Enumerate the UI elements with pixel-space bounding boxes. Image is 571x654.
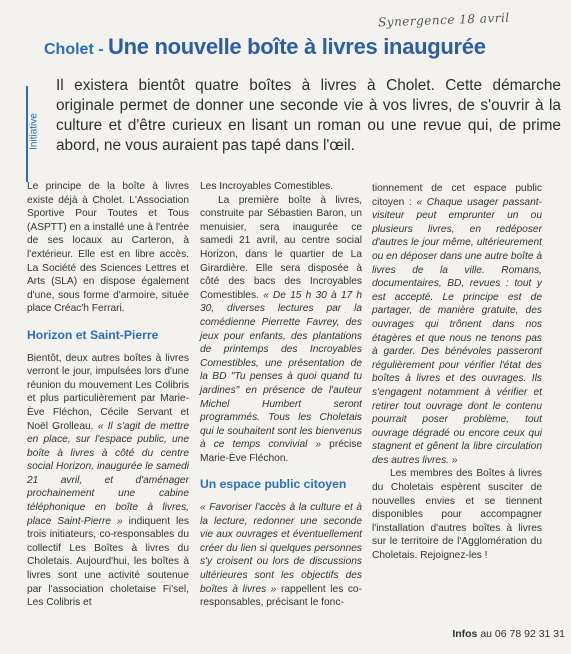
col3-p1-quote: « Chaque usager passant-visiteur peut emprunter un ou plusieurs livres, en redéposer d'autres le jour même, ultérieurement ou en déposer dans une autre boîte à livres de la ville. Romans, documentaires, BD, revues : tout y est accepté. Le principe est de partager, de manière gratuite, des ouvrages qui trônent dans nos étagères et que nous ne tenons pas à garder. Des bénévoles passeront régulièrement pour vérifier l'état des boîtes à livres et des ouvrages. Ils s'engagent notamment à vérifier et retirer tout ouvrage dont le contenu pourrait poser problème, tout ouvrage dégradé ou encore ceux qui stagnent et gênent la libre circulation des autres livres. » [372, 196, 542, 466]
col2-paragraph-3 [200, 501, 362, 610]
col1-p2-quote: « Il s'agit de mettre en place, sur l'espace public, une boîte à livres à côté du centre social Horizon, inaugurée le samedi 21 avril, et d'aménager prochainement une cabine téléphonique en boîte à livres, place Saint-Pierre » [27, 420, 189, 527]
handwritten-note: Synergence 18 avril [377, 10, 510, 30]
article-column-3 [372, 182, 542, 563]
col2-p3-text: rappellent les co-responsables, précisant le fonc- [200, 583, 362, 609]
subhead-espace-public: Un espace public citoyen [200, 477, 347, 492]
col2-p2-quote: « De 15 h 30 à 17 h 30, diverses lectures par la comédienne Pierrette Favrey, des jeux pour enfants, des plantations de printemps des Incroyables Comestibles, une présentation de la BD "Tu penses à quoi quand tu jardines" en présence de l'auteur Michel Humbert seront programmés. Tous les Choletais qui le souhaitent sont les bienvenus à ce temps convivial » [200, 289, 362, 451]
col2-paragraph-2 [200, 194, 362, 466]
article-column-1 [27, 180, 189, 610]
headline-location: Cholet [44, 41, 94, 58]
col1-p2-text-end: indiquent les trois initiateurs, co-responsables du collectif Les Boîtes à livres du Choletais. Aujourd'hui, les boîtes à livres sont une activité soutenue par l'association choletaise Fi'sel, Les Colibris et [27, 515, 189, 609]
subhead-horizon-saint-pierre: Horizon et Saint-Pierre [27, 327, 159, 342]
headline-dash: - [93, 41, 108, 58]
col3-paragraph-1 [372, 182, 542, 467]
col2-p2-text: La première boîte à livres, construite par Sébastien Baron, un menuisier, sera inaugurée ce samedi 21 avril, au centre social Horizon, dans le quartier de La Girardière. Elle sera disposée à côté des bacs des Incroyables Comestibles. [200, 194, 362, 301]
infos-phone: au 06 78 92 31 31 [477, 628, 565, 640]
col1-p2-text: Bientôt, deux autres boîtes à livres verront le jour, impulsées lors d'une réunion du mouvement Les Colibris et plus particulièrement par Marie-Ève Fléchon, Cécile Servant et Noël Grolleau. [27, 352, 189, 432]
col3-paragraph-2: Les membres des Boîtes à livres du Choletais espèrent susciter de nouvelles envies et se tiennent disponibles pour accompagner l'installation d'autres boîtes à livres sur le territoire de l'Agglomération du Choletais. Rejoignez-les ! [372, 468, 542, 562]
infos-label: Infos [452, 628, 478, 640]
contact-infos [440, 628, 565, 640]
headline [44, 34, 564, 60]
article-column-2 [200, 180, 362, 610]
col2-p3-quote: « Favoriser l'accès à la culture et à la lecture, redonner une seconde vie aux ouvrages et éventuellement créer du lien si quelques personnes s'y croisent ou lors de discussions ultérieures sont les objectifs des boîtes à livres » [200, 502, 362, 595]
col1-paragraph-2 [27, 352, 189, 610]
headline-title: Une nouvelle boîte à livres inaugurée [108, 34, 486, 59]
lead-paragraph: Il existera bientôt quatre boîtes à livres à Cholet. Cette démarche originale permet de donner une seconde vie à vos livres, de s'ouvrir à la culture et d'être curieux en lisant un roman ou une revue qui, de prime abord, ne vous auraient pas tapé dans l'œil. [56, 77, 561, 154]
col1-paragraph-1: Le principe de la boîte à livres existe déjà à Cholet. L'Association Sportive Pour Toutes et Tous (ASPTT) en a installé une à l'entrée de ses locaux au Carteron, à l'extérieur. Elle est en libre accès. La Société des Sciences Lettres et Arts (SLA) en dispose également d'une, sous forme d'armoire, située place Créac'h Ferrari. [27, 181, 189, 315]
col2-p2-text-end: précise Marie-Ève Fléchon. [200, 439, 362, 464]
col2-paragraph-1: Les Incroyables Comestibles. [200, 181, 334, 192]
section-tag [26, 86, 42, 182]
section-tag-label: Initiative [28, 113, 40, 150]
col3-p1-text: tionnement de cet espace public citoyen : [372, 183, 542, 208]
